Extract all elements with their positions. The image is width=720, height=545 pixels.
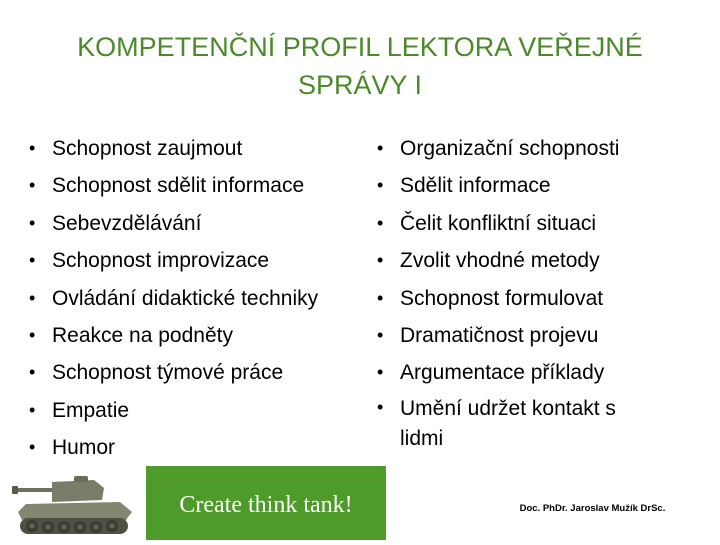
left-bullet-list <box>29 130 319 467</box>
bullet-icon: • <box>377 212 384 233</box>
list-item: • Schopnost sdělit informace <box>52 167 318 204</box>
list-item: • Sebevzdělávání <box>52 205 318 242</box>
bullet-icon: • <box>29 362 36 383</box>
bullet-icon: • <box>29 138 36 158</box>
list-item: • Argumentace příklady <box>400 354 660 391</box>
bullet-icon: • <box>29 287 36 308</box>
bullet-icon: • <box>377 396 384 417</box>
list-item: • Čelit konfliktní situaci <box>400 205 660 242</box>
bullet-icon: • <box>377 287 384 308</box>
list-item: • Organizační schopnosti <box>400 130 660 167</box>
right-bullet-list <box>377 130 660 454</box>
list-item: • Sdělit informace <box>400 167 660 204</box>
bullet-icon: • <box>29 175 36 196</box>
bullet-icon: • <box>29 212 36 233</box>
bullet-icon: • <box>29 437 36 458</box>
list-item: • Ovládání didaktické techniky <box>52 280 318 317</box>
bullet-icon: • <box>29 250 36 271</box>
bullet-icon: • <box>377 250 384 271</box>
bullet-icon: • <box>29 399 36 420</box>
slide-title: KOMPETENČNÍ PROFIL LEKTORA VEŘEJNÉ SPRÁVY I <box>77 32 643 100</box>
list-item: • Humor <box>52 429 318 466</box>
bullet-icon: • <box>377 138 384 158</box>
list-item: • Dramatičnost projevu <box>400 317 660 354</box>
list-item: • Umění udržet kontakt s lidmi <box>400 392 660 454</box>
footer-author: Doc. PhDr. Jaroslav Mužík DrSc. <box>519 503 666 514</box>
footer-slogan: Create think tank! <box>179 492 353 518</box>
list-item: • Schopnost týmové práce <box>52 354 318 391</box>
list-item: • Reakce na podněty <box>52 317 318 354</box>
list-item: • Empatie <box>52 392 318 429</box>
list-item: • Schopnost formulovat <box>400 280 660 317</box>
tank-icon <box>8 474 136 540</box>
bullet-icon: • <box>377 325 384 346</box>
list-item: • Schopnost zaujmout <box>52 130 318 167</box>
list-item: • Zvolit vhodné metody <box>400 242 660 279</box>
bullet-icon: • <box>29 325 36 346</box>
footer-bar <box>146 466 386 540</box>
bullet-icon: • <box>377 362 384 383</box>
bullet-icon: • <box>377 175 384 196</box>
list-item: • Schopnost improvizace <box>52 242 318 279</box>
